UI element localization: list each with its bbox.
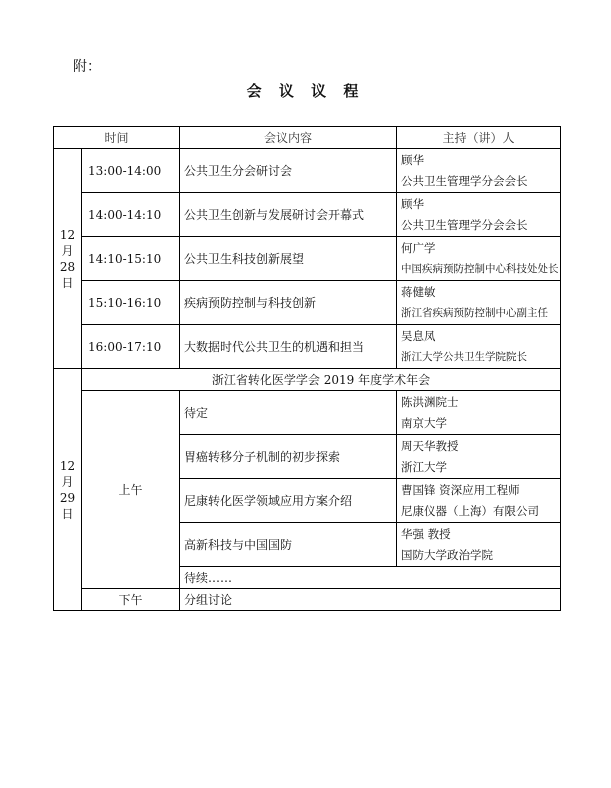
time-cell: 14:10-15:10 — [82, 237, 180, 281]
time-cell: 14:00-14:10 — [82, 193, 180, 237]
host-cell: 吴息凤 浙江大学公共卫生学院院长 — [397, 325, 561, 369]
morning-label: 上午 — [82, 391, 180, 589]
time-cell: 15:10-16:10 — [82, 281, 180, 325]
conference-banner: 浙江省转化医学学会 2019 年度学术年会 — [82, 369, 561, 391]
content-cell: 尼康转化医学领域应用方案介绍 — [180, 479, 397, 523]
attachment-label: 附： — [73, 59, 101, 75]
content-cell: 疾病预防控制与科技创新 — [180, 281, 397, 325]
table-row — [54, 391, 561, 435]
header-time: 时间 — [54, 127, 180, 149]
content-cell: 胃癌转移分子机制的初步探索 — [180, 435, 397, 479]
afternoon-content: 分组讨论 — [180, 589, 561, 611]
header-content: 会议内容 — [180, 127, 397, 149]
host-cell: 何广学 中国疾病预防控制中心科技处处长 — [397, 237, 561, 281]
content-cell: 公共卫生科技创新展望 — [180, 237, 397, 281]
host-cell: 华强 教授 国防大学政治学院 — [397, 523, 561, 567]
host-cell: 曹国锋 资深应用工程师 尼康仪器（上海）有限公司 — [397, 479, 561, 523]
date-cell-day2: 12 月 29 日 — [54, 369, 82, 611]
table-row — [54, 369, 561, 391]
table-row — [54, 149, 561, 193]
table-row — [54, 237, 561, 281]
host-cell: 蒋健敏 浙江省疾病预防控制中心副主任 — [397, 281, 561, 325]
continued-note: 待续…… — [180, 567, 561, 589]
table-row — [54, 281, 561, 325]
page-title: 会 议 议 程 — [246, 82, 365, 100]
table-row — [54, 325, 561, 369]
content-cell: 公共卫生分会研讨会 — [180, 149, 397, 193]
afternoon-label: 下午 — [82, 589, 180, 611]
host-cell: 顾华 公共卫生管理学分会会长 — [397, 193, 561, 237]
table-row — [54, 193, 561, 237]
time-cell: 13:00-14:00 — [82, 149, 180, 193]
host-cell: 顾华 公共卫生管理学分会会长 — [397, 149, 561, 193]
content-cell: 大数据时代公共卫生的机遇和担当 — [180, 325, 397, 369]
date-cell-day1: 12 月 28 日 — [54, 149, 82, 369]
content-cell: 待定 — [180, 391, 397, 435]
host-cell: 陈洪渊院士 南京大学 — [397, 391, 561, 435]
host-cell: 周天华教授 浙江大学 — [397, 435, 561, 479]
header-host: 主持（讲）人 — [397, 127, 561, 149]
content-cell: 高新科技与中国国防 — [180, 523, 397, 567]
table-row — [54, 589, 561, 611]
time-cell: 16:00-17:10 — [82, 325, 180, 369]
table-header-row — [54, 127, 561, 149]
agenda-table — [53, 126, 561, 611]
content-cell: 公共卫生创新与发展研讨会开幕式 — [180, 193, 397, 237]
